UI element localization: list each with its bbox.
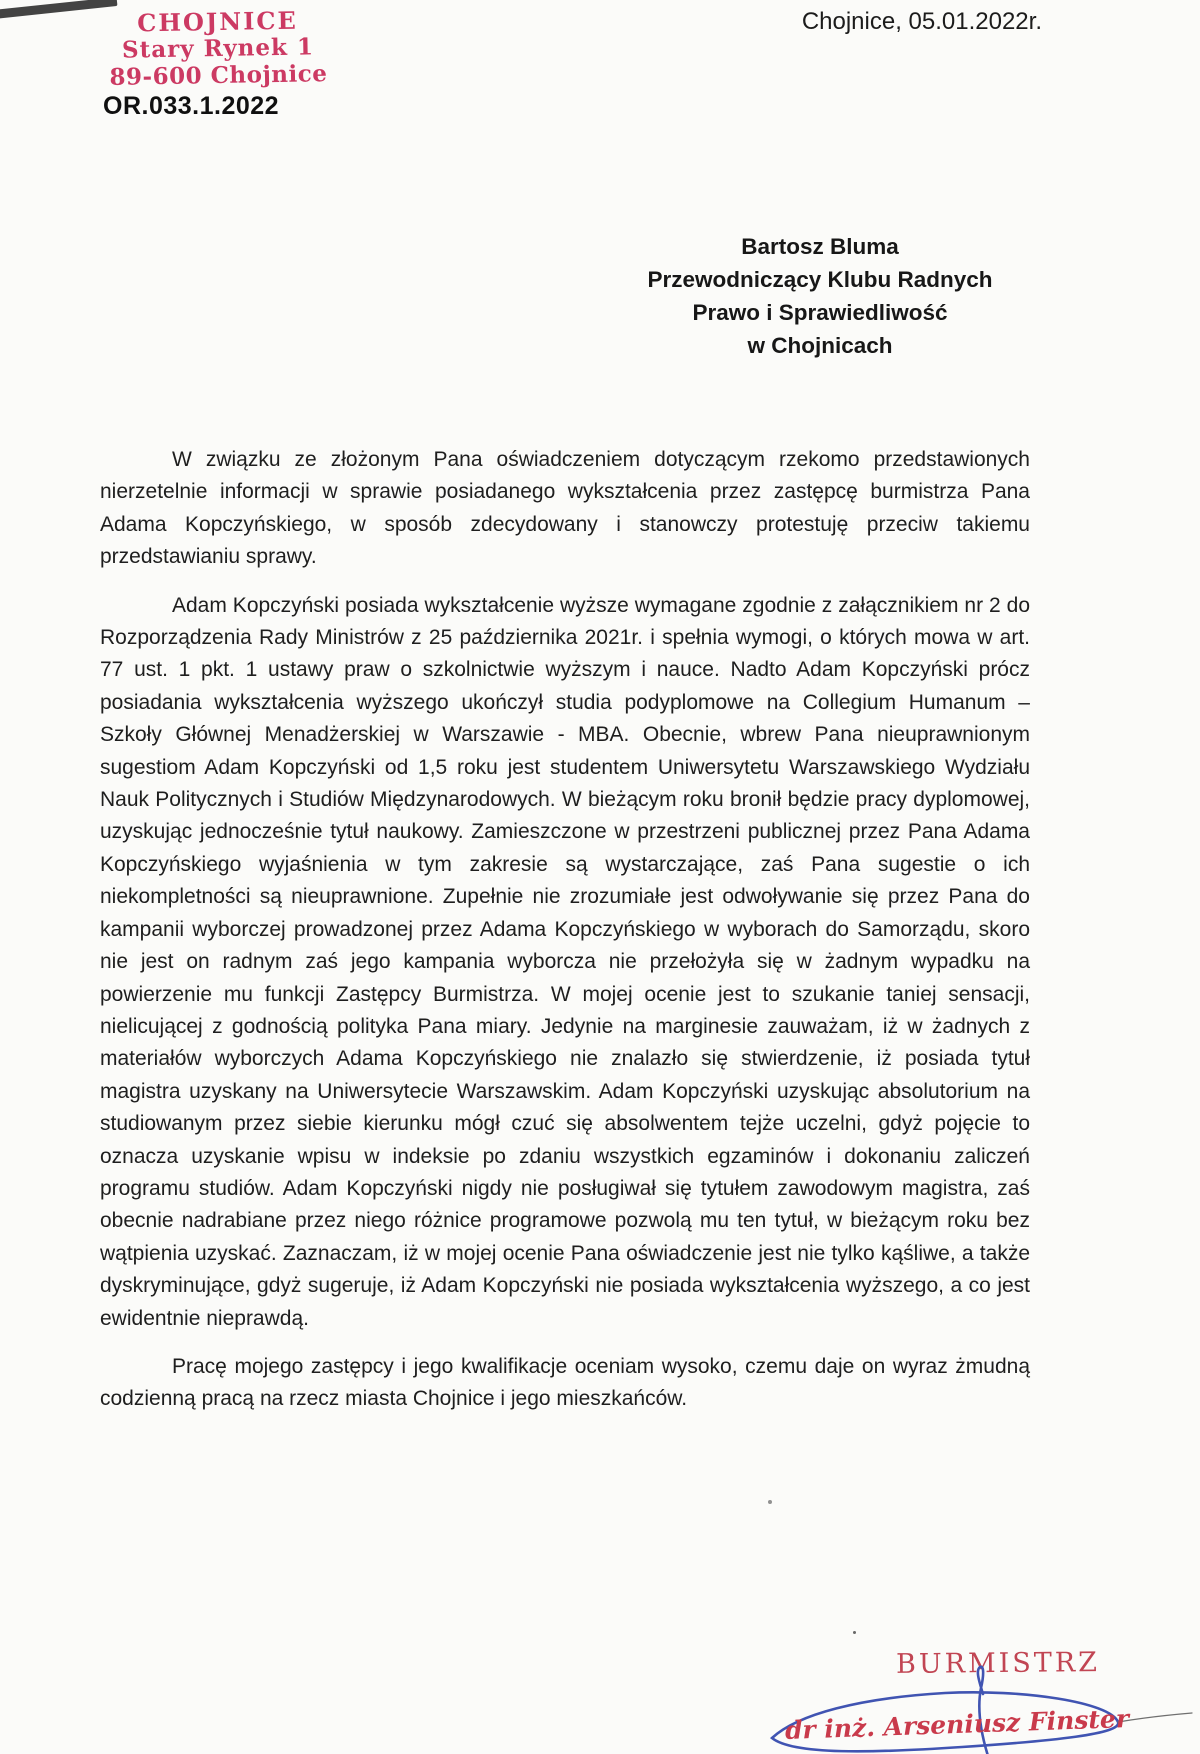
stamp-postcode: 89-600 Chojnice [109, 60, 328, 91]
sender-address-stamp [107, 6, 328, 91]
stamp-street: Stary Rynek 1 [121, 33, 315, 64]
letter-date: Chojnice, 05.01.2022r. [801, 8, 1042, 35]
stamp-city: CHOJNICE [136, 5, 299, 38]
recipient-city: w Chojnicach [747, 333, 893, 358]
recipient-block [608, 230, 1032, 362]
recipient-name: Bartosz Bluma [741, 234, 899, 259]
body-paragraph: Adam Kopczyński posiada wykształcenie wyższe wymagane zgodnie z załącznikiem nr 2 do Rozporządzenia Rady Ministrów z 25 października 2021r. i spełnia wymogi, o których mowa w art. 77 ust. 1 pkt. 1 ustawy praw o szkolnictwie wyższym i nauce. Nadto Adam Kopczyński prócz posiadania wykształcenia wyższego ukończył studia podyplomowe na Collegium Humanum – Szkoły Głównej Menadżerskiej w Warszawie - MBA. Obecnie, wbrew Pana nieuprawnionym sugestiom Adam Kopczyński od 1,5 roku jest studentem Uniwersytetu Warszawskiego Wydziału Nauk Politycznych i Studiów Międzynarodowych. W bieżącym roku bronił będzie pracy dyplomowej, uzyskując jednocześnie tytuł naukowy. Zamieszczone w przestrzeni publicznej przez Pana Adama Kopczyńskiego wyjaśnienia w tym zakresie są wystarczające, zaś Pana sugestie o ich niekompletności są nieuprawnione. Zupełnie nie zrozumiałe jest odwoływanie się przez Pana do kampanii wyborczej prowadzonej przez Adama Kopczyńskiego w wyborach do Samorządu, skoro nie jest on radnym zaś jego kampania wyborcza nie przełożyła się w żadnym wypadku na powierzenie mu funkcji Zastępcy Burmistrza. W mojej ocenie jest to szukanie taniej sensacji, nielicującej z godnością polityka Pana miary. Jedynie na marginesie zauważam, iż w żadnych z materiałów wyborczych Adama Kopczyńskiego nie znalazło się stwierdzenie, iż posiada tytuł magistra uzyskany na Uniwersytecie Warszawskim. Adam Kopczyński uzyskując absolutorium na studiowanym przez siebie kierunku mógł czuć się absolwentem tejże uczelni, gdyż pojęcie to oznacza uzyskanie wpisu w indeksie po zdaniu wszystkich egzaminów i dokonaniu zaliczeń programu studiów. Adam Kopczyński nigdy nie posługiwał się tytułem zawodowym magistra, zaś obecnie nadrabiane przez niego różnice programowe pozwolą mu ten tytuł, w bieżącym roku bez wątpienia uzyskać. Zaznaczam, iż w mojej ocenie Pana oświadczenie jest nie tylko kąśliwe, a także dyskryminujące, gdyż sugeruje, iż Adam Kopczyński nie posiada wykształcenia wyższego, a co jest ewidentnie nieprawdą. [100, 593, 1030, 1330]
scan-edge-artifact [0, 0, 117, 20]
letter-body [100, 444, 1030, 1432]
mayor-title-stamp: BURMISTRZ [895, 1647, 1101, 1680]
recipient-role: Przewodniczący Klubu Radnych [647, 267, 993, 292]
mayor-signature-name: dr inż. Arseniusz Finster [784, 1704, 1130, 1745]
scan-speck [768, 1500, 772, 1504]
body-paragraph: W związku ze złożonym Pana oświadczeniem dotyczącym rzekomo przedstawionych nierzetelnie informacji w sprawie posiadanego wykształcenia przez zastępcę burmistrza Pana Adama Kopczyńskiego, w sposób zdecydowany i stanowczy protestuję przeciw takiemu przedstawianiu sprawy. [100, 448, 1030, 569]
reference-number: OR.033.1.2022 [103, 92, 280, 120]
recipient-organization: Prawo i Sprawiedliwość [692, 300, 948, 325]
body-paragraph: Pracę mojego zastępcy i jego kwalifikacje oceniam wysoko, czemu daje on wyraz żmudną codzienną pracą na rzecz miasta Chojnice i jego mieszkańców. [100, 1354, 1030, 1411]
